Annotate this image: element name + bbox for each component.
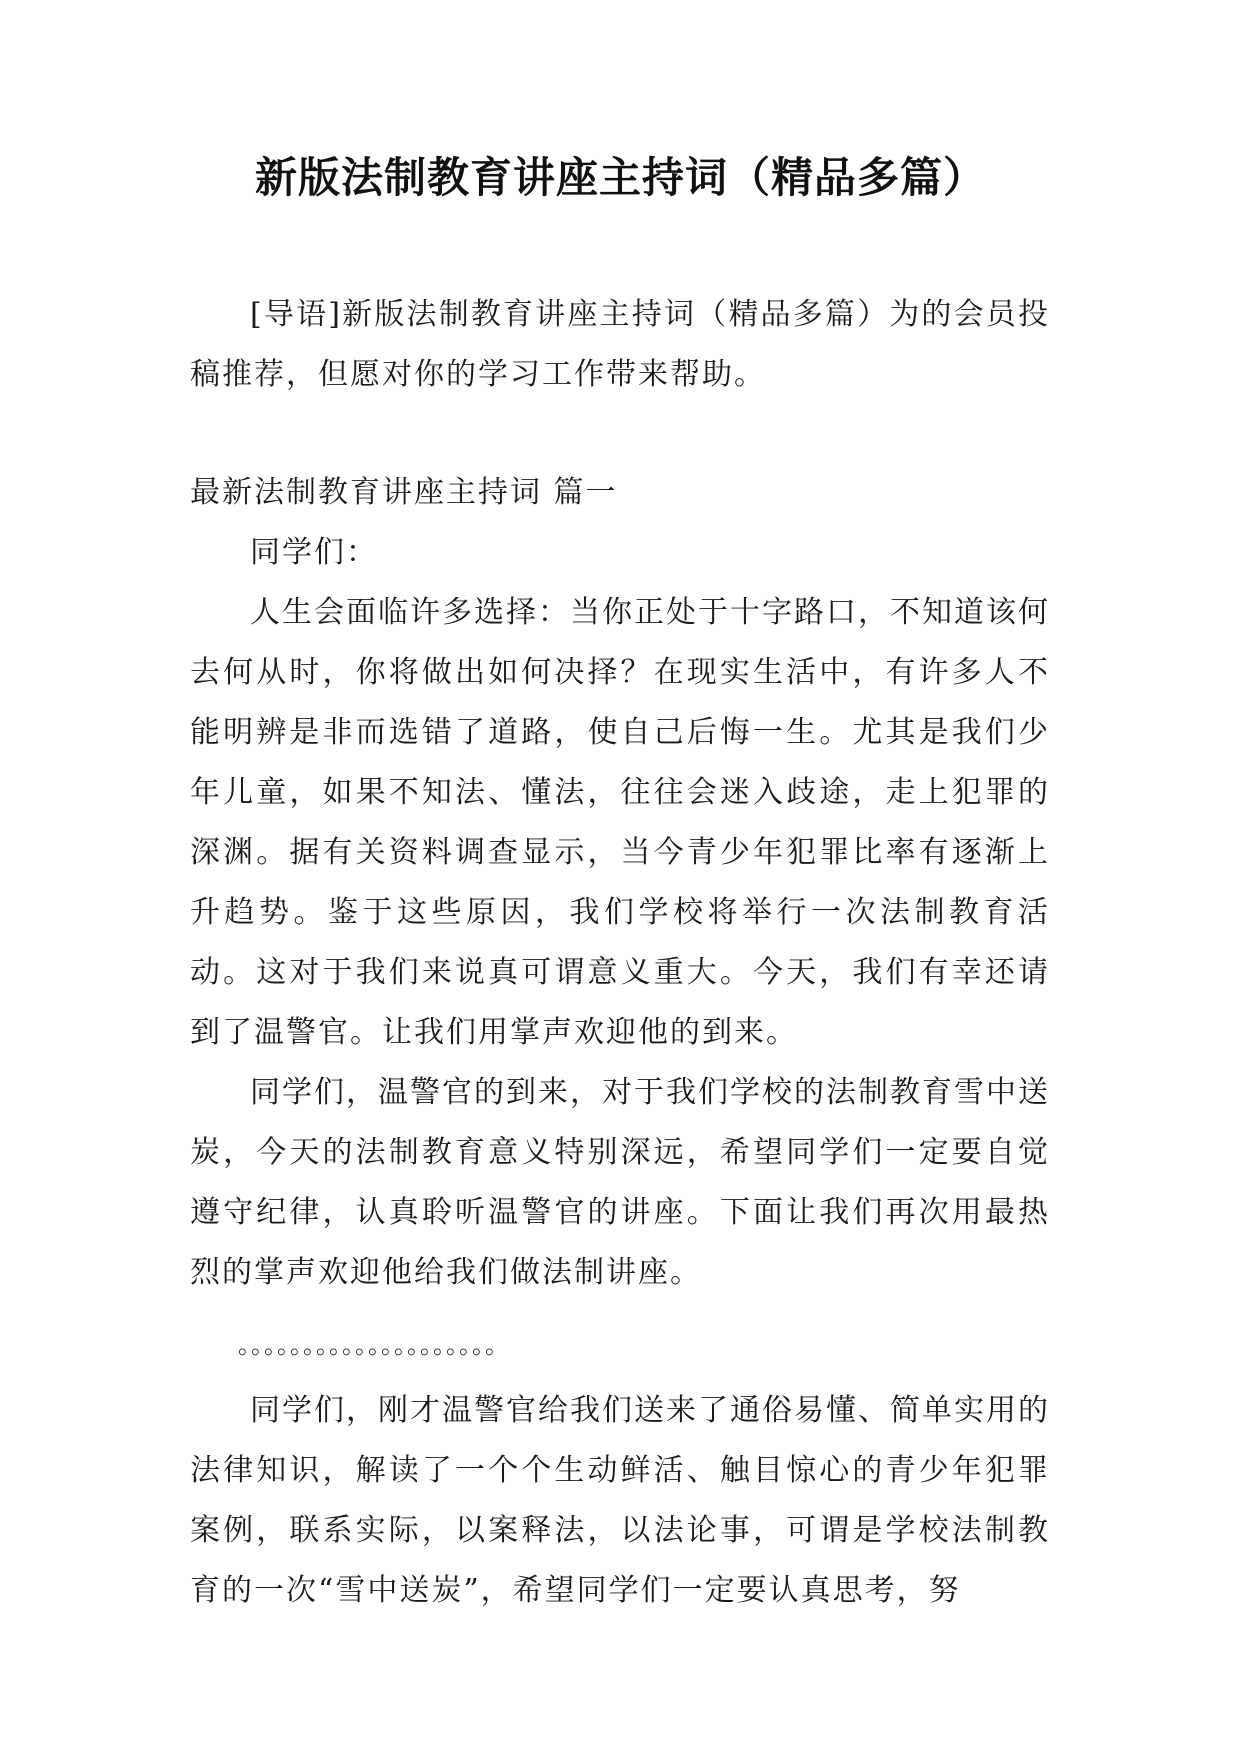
intro-block bbox=[190, 285, 1050, 405]
ellipsis-separator: 。。。。。。。。。。。。。。。。。。。。 bbox=[238, 1331, 510, 1359]
document-title: 新版法制教育讲座主持词（精品多篇） bbox=[254, 153, 986, 202]
body-paragraph: 人生会面临许多选择：当你正处于十字路口，不知道该何去何从时，你将做出如何决择？在现实生活中，有许多人不能明辨是非而选错了道路，使自己后悔一生。尤其是我们少年儿童，如果不知法、懂法，往往会迷入歧途，走上犯罪的深渊。据有关资料调查显示，当今青少年犯罪比率有逐渐上升趋势。鉴于这些原因，我们学校将举行一次法制教育活动。这对于我们来说真可谓意义重大。今天，我们有幸还请到了温警官。让我们用掌声欢迎他的到来。 bbox=[190, 595, 1050, 1050]
main-body bbox=[190, 523, 1050, 1621]
section-heading: 最新法制教育讲座主持词 篇一 bbox=[190, 475, 618, 510]
body-paragraph: 同学们，温警官的到来，对于我们学校的法制教育雪中送炭，今天的法制教育意义特别深远，希望同学们一定要自觉遵守纪律，认真聆听温警官的讲座。下面让我们再次用最热烈的掌声欢迎他给我们做法制讲座。 bbox=[190, 1075, 1050, 1290]
body-paragraph: 同学们，刚才温警官给我们送来了通俗易懂、简单实用的法律知识，解读了一个个生动鲜活、触目惊心的青少年犯罪案例，联系实际，以案释法，以法论事，可谓是学校法制教育的一次“雪中送炭”，希望同学们一定要认真思考，努 bbox=[190, 1393, 1050, 1608]
intro-paragraph: [导语]新版法制教育讲座主持词（精品多篇）为的会员投稿推荐，但愿对你的学习工作带来帮助。 bbox=[190, 297, 1050, 392]
salutation-paragraph: 同学们： bbox=[250, 535, 378, 570]
